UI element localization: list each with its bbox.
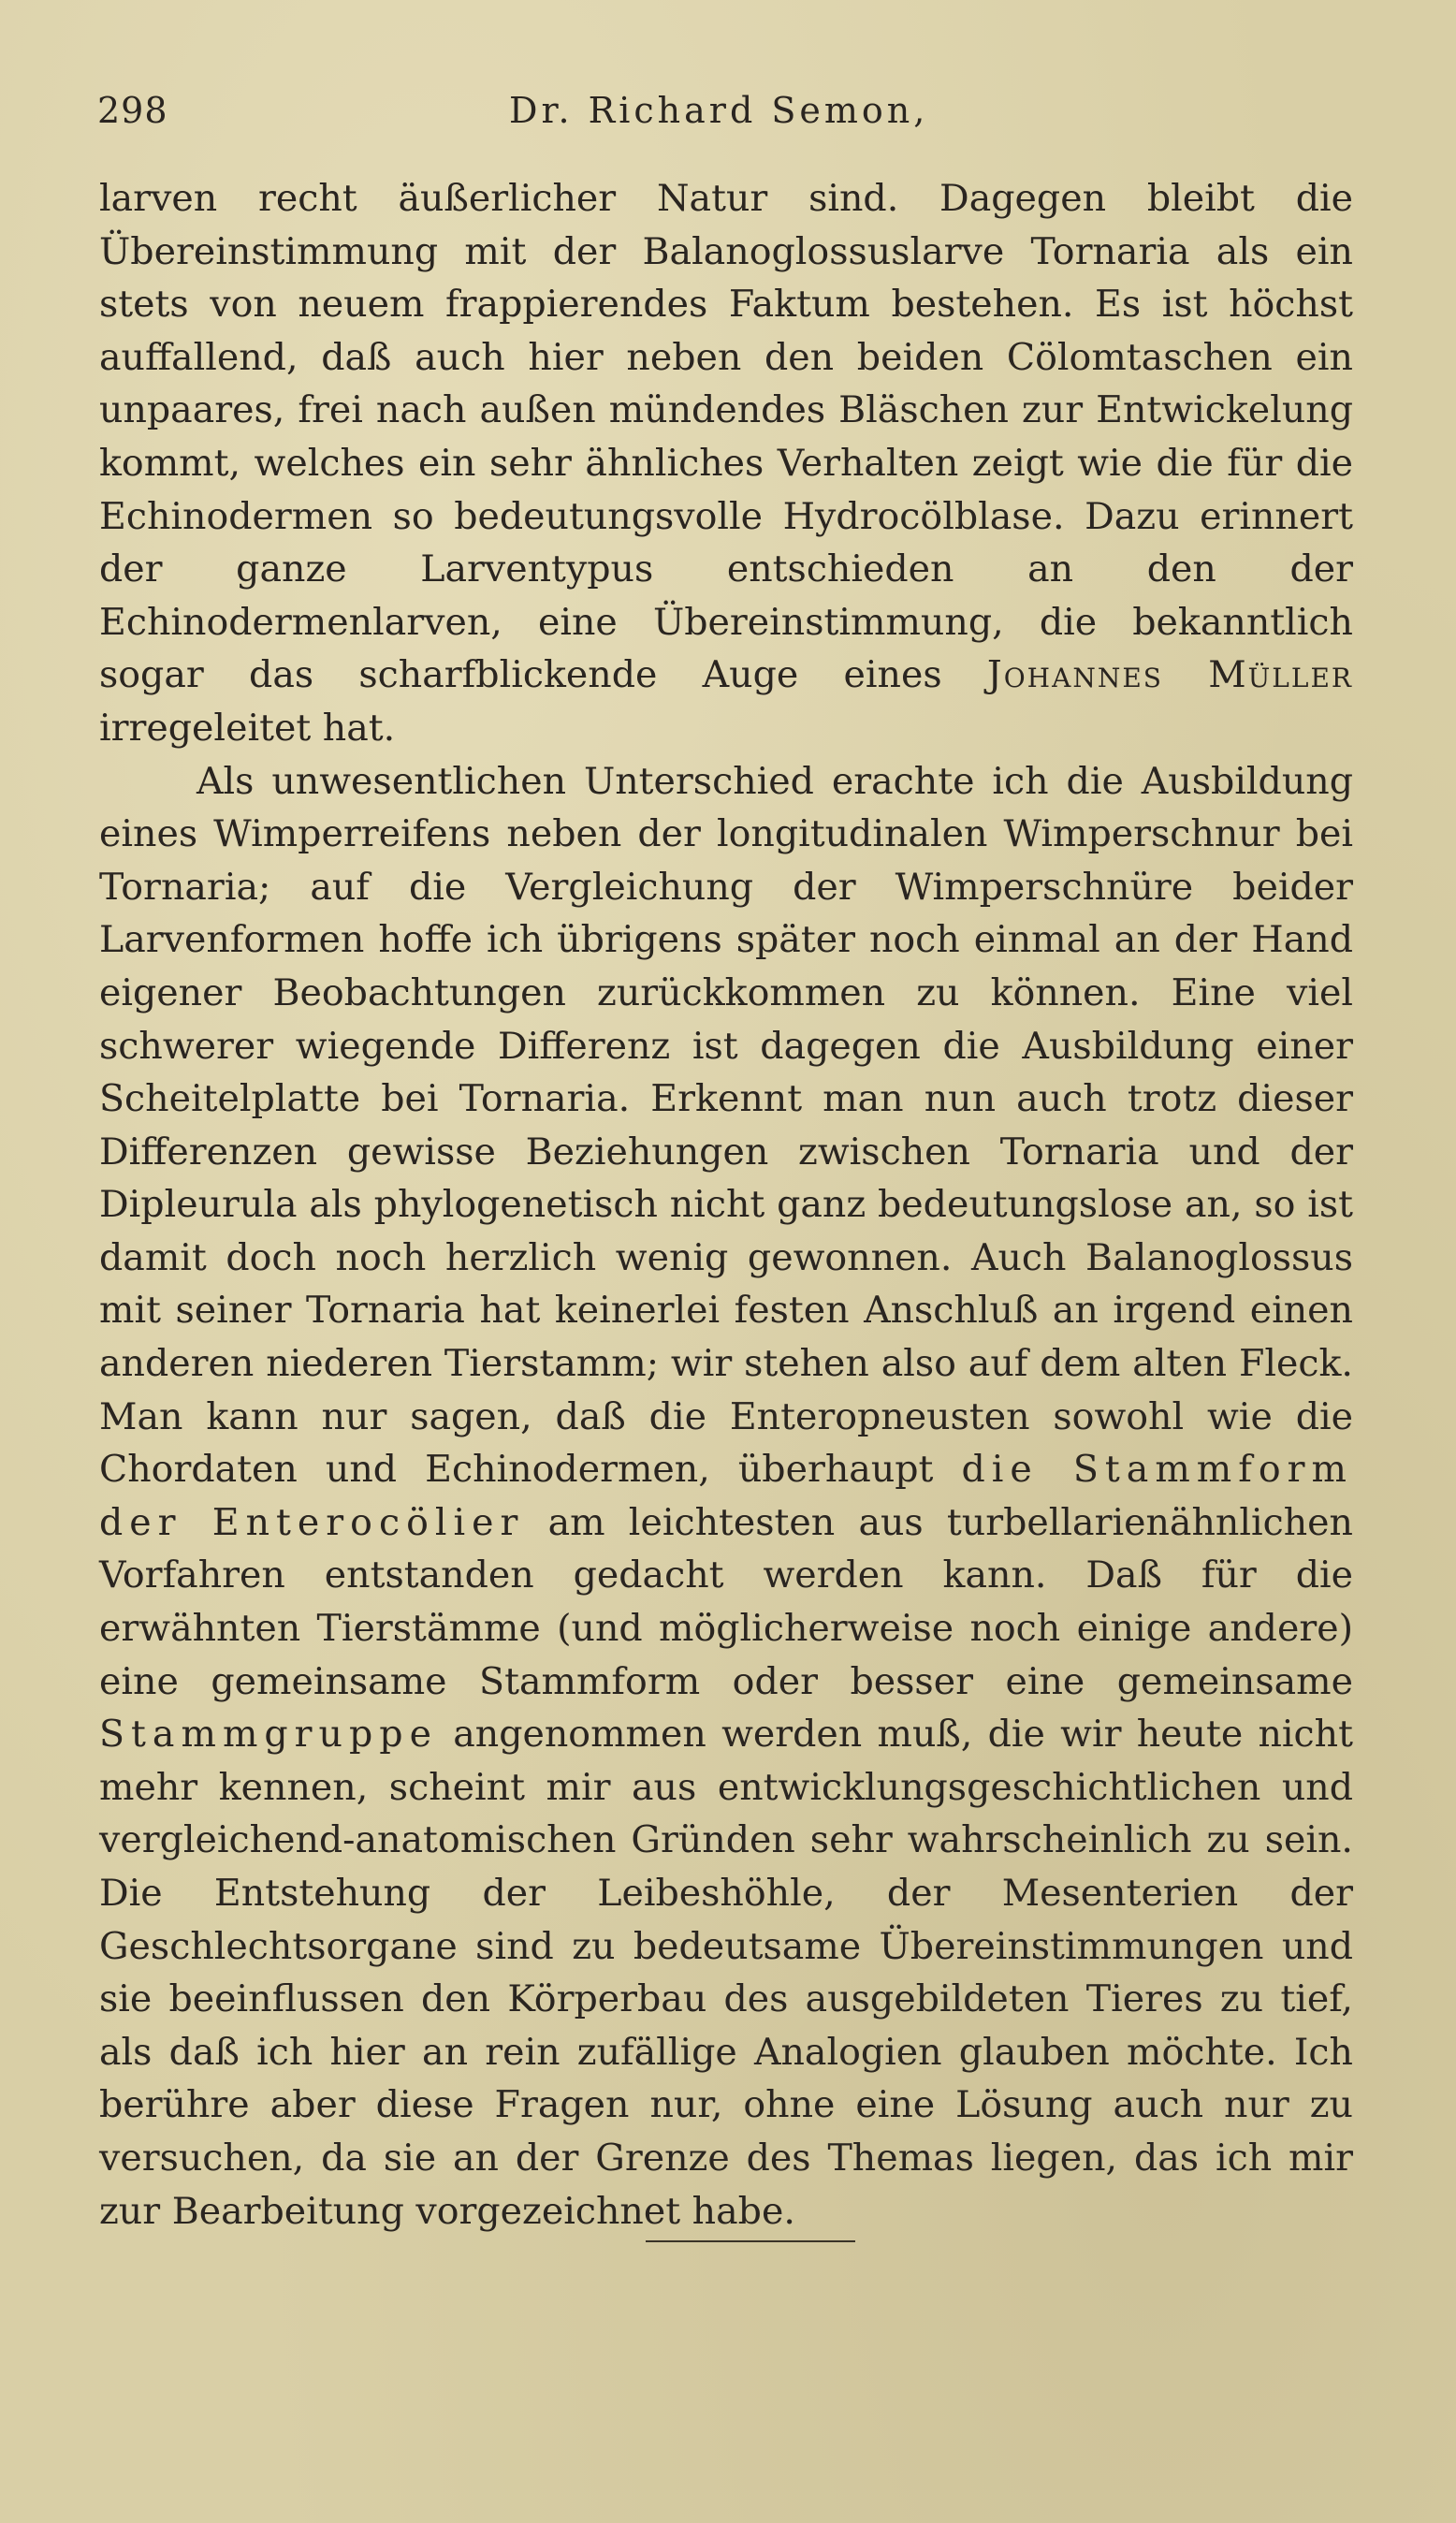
spaced-term-stammform: die Stammform der Enterocölier [99,1448,1353,1544]
paragraph-2-text-a: Als unwesentlichen Unterschied erachte ich die Ausbildung eines Wimperreifens neben der longitudinalen Wimperschnur bei Tornaria; auf die Vergleichung der Wimperschnüre beider Larvenformen hoffe ich übrigens später noch einmal an der Hand eigener Beobachtungen zurückkommen zu können. Eine viel schwerer wiegende Differenz ist dagegen die Ausbildung einer Scheitelplatte bei Tornaria. Erkennt man nun auch trotz dieser Differenzen gewisse Beziehungen zwischen Tornaria und der Dipleurula als phylogenetisch nicht ganz bedeutungslose an, so ist damit doch noch herzlich wenig gewonnen. Auch Balanoglossus mit seiner Tornaria hat keinerlei festen Anschluß an irgend einen anderen niederen Tierstamm; wir stehen also auf dem alten Fleck. Man kann nur sagen, daß die Enteropneusten sowohl wie die Chordaten und Echinodermen, überhaupt [99,759,1353,1492]
paragraph-2 [99,755,1353,2239]
paragraph-1-text-a: larven recht äußerlicher Natur sind. Dagegen bleibt die Übereinstimmung mit der Balanoglossuslarve Tornaria als ein stets von neuem frappierendes Faktum bestehen. Es ist höchst auffallend, daß auch hier neben den beiden Cölomtaschen ein unpaares, frei nach außen mündendes Bläschen zur Entwickelung kommt, welches ein sehr ähnliches Verhalten zeigt wie die für die Echinodermen so bedeutungsvolle Hydrocölblase. Dazu erinnert der ganze Larventypus entschieden an den der Echinodermenlarven, eine Übereinstimmung, die bekanntlich sogar das scharfblickende Auge eines [99,177,1353,697]
paragraph-2-text-c: angenommen werden muß, die wir heute nicht mehr kennen, scheint mir aus entwicklungsgeschichtlichen und vergleichend-anatomischen Gründen sehr wahrscheinlich zu sein. Die Entstehung der Leibeshöhle, der Mesenterien der Geschlechtsorgane sind zu bedeutsame Übereinstimmungen und sie beeinflussen den Körperbau des ausgebildeten Tieres zu tief, als daß ich hier an rein zufällige Analogien glauben möchte. Ich berühre aber diese Fragen nur, ohne eine Lösung auch nur zu versuchen, da sie an der Grenze des Themas liegen, das ich mir zur Bearbeitung vorgezeichnet habe. [99,1713,1353,2233]
end-rule [646,2240,855,2242]
spaced-term-stammgruppe: Stammgruppe [99,1713,438,1757]
paragraph-2-text-b: am leichtesten aus turbellarienähnlichen Vorfahren entstanden gedacht werden kann. Daß für die erwähnten Tierstämme (und möglicherweise noch einige andere) eine gemeinsame Stammform oder besser eine gemeinsame [99,1500,1353,1703]
author-name-mueller: Müller [1208,653,1353,697]
page-header [97,90,1351,142]
page-number: 298 [97,90,168,131]
running-head: Dr. Richard Semon, [509,90,929,131]
paragraph-1 [99,172,1353,755]
paragraph-1-text-b: irregeleitet hat. [99,706,396,750]
body-text [99,172,1353,2238]
author-name-johannes: Johannes [986,653,1163,697]
